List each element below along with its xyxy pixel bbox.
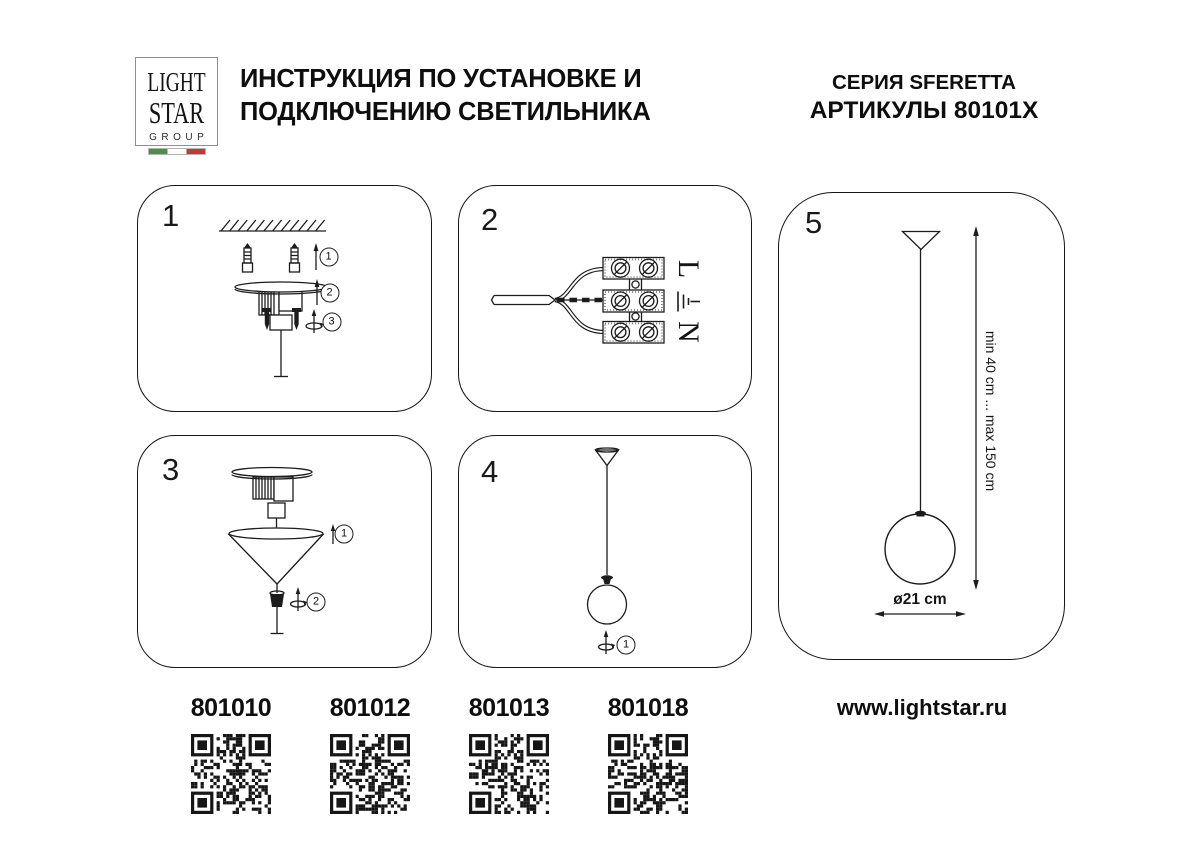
product-column bbox=[588, 694, 708, 814]
product-column bbox=[310, 694, 430, 814]
step-4-diagram bbox=[459, 436, 753, 669]
lamp-socket bbox=[601, 575, 613, 584]
step-3-diagram bbox=[138, 436, 433, 669]
article-number: 801010 bbox=[190, 694, 272, 722]
step-4-marker-1: 1 bbox=[617, 635, 636, 654]
step-1-marker-2: 2 bbox=[320, 284, 339, 303]
product-column bbox=[449, 694, 569, 814]
glass-sphere bbox=[885, 514, 955, 584]
qr-code bbox=[469, 734, 549, 814]
step-1-diagram bbox=[138, 186, 433, 413]
website-link: www.lightstar.ru bbox=[836, 695, 1008, 720]
product-column bbox=[171, 694, 291, 814]
step-1-marker-3: 3 bbox=[322, 313, 341, 332]
step-2-panel bbox=[458, 185, 752, 412]
article-number: 801018 bbox=[607, 694, 689, 722]
step-5-number: 5 bbox=[805, 205, 823, 240]
qr-code bbox=[608, 734, 688, 814]
canopy-cone bbox=[903, 232, 940, 250]
canopy-cone bbox=[596, 448, 619, 466]
italy-flag bbox=[148, 148, 206, 155]
dimension-arrow-horizontal bbox=[874, 611, 966, 617]
rotation-arrow-icon bbox=[291, 587, 308, 611]
canopy-cone bbox=[229, 528, 323, 584]
logo-text-light: LIGHT bbox=[147, 67, 206, 97]
diameter-dimension-label: ø21 cm bbox=[893, 591, 947, 608]
screw-icon bbox=[292, 308, 301, 330]
arrow-up-icon bbox=[314, 243, 319, 270]
logo-text-group: GROUP bbox=[149, 132, 209, 143]
step-4-number: 4 bbox=[481, 454, 499, 489]
step-1-number: 1 bbox=[162, 198, 180, 233]
step-5-panel bbox=[778, 192, 1065, 660]
step-4-panel bbox=[458, 435, 752, 668]
logo-text-star: STAR bbox=[148, 95, 205, 130]
line-wire-label: L bbox=[672, 259, 705, 279]
rotation-arrow-icon bbox=[599, 630, 616, 654]
power-cable bbox=[492, 269, 606, 332]
step-3-marker-2: 2 bbox=[307, 593, 326, 612]
step-2-diagram bbox=[459, 186, 753, 413]
step-3-marker-1: 1 bbox=[335, 525, 354, 544]
step-1-marker-1: 1 bbox=[319, 248, 338, 267]
article-number: 801012 bbox=[329, 694, 411, 722]
page-title-line2: ПОДКЛЮЧЕНИЮ СВЕТИЛЬНИКА bbox=[240, 98, 651, 126]
article-number: 801013 bbox=[468, 694, 550, 722]
height-dimension-label: min 40 cm ... max 150 cm bbox=[983, 330, 999, 492]
wall-plug-icon bbox=[243, 243, 253, 272]
wall-plug-icon bbox=[290, 243, 300, 272]
terminal-block bbox=[603, 258, 664, 344]
page-title bbox=[240, 63, 651, 129]
cord-grip-nut bbox=[270, 584, 284, 634]
qr-code bbox=[191, 734, 271, 814]
step-3-number: 3 bbox=[162, 452, 180, 487]
series-label: СЕРИЯ SFERETTA bbox=[832, 71, 1016, 94]
lightstar-logo bbox=[135, 57, 218, 146]
glass-sphere bbox=[588, 585, 627, 624]
ceiling-hatch bbox=[219, 220, 326, 231]
neutral-wire-label: N bbox=[672, 321, 705, 343]
ground-symbol bbox=[678, 292, 700, 312]
articles-label: АРТИКУЛЫ 80101X bbox=[809, 97, 1039, 124]
mounting-plate bbox=[232, 468, 312, 531]
step-1-panel bbox=[137, 185, 432, 412]
page-title-line1: ИНСТРУКЦИЯ ПО УСТАНОВКЕ И bbox=[240, 65, 642, 93]
rotation-arrow-icon bbox=[306, 309, 324, 333]
step-3-panel bbox=[137, 435, 432, 668]
step-2-number: 2 bbox=[481, 202, 499, 237]
qr-code bbox=[330, 734, 410, 814]
dimension-arrow-vertical bbox=[973, 226, 979, 590]
